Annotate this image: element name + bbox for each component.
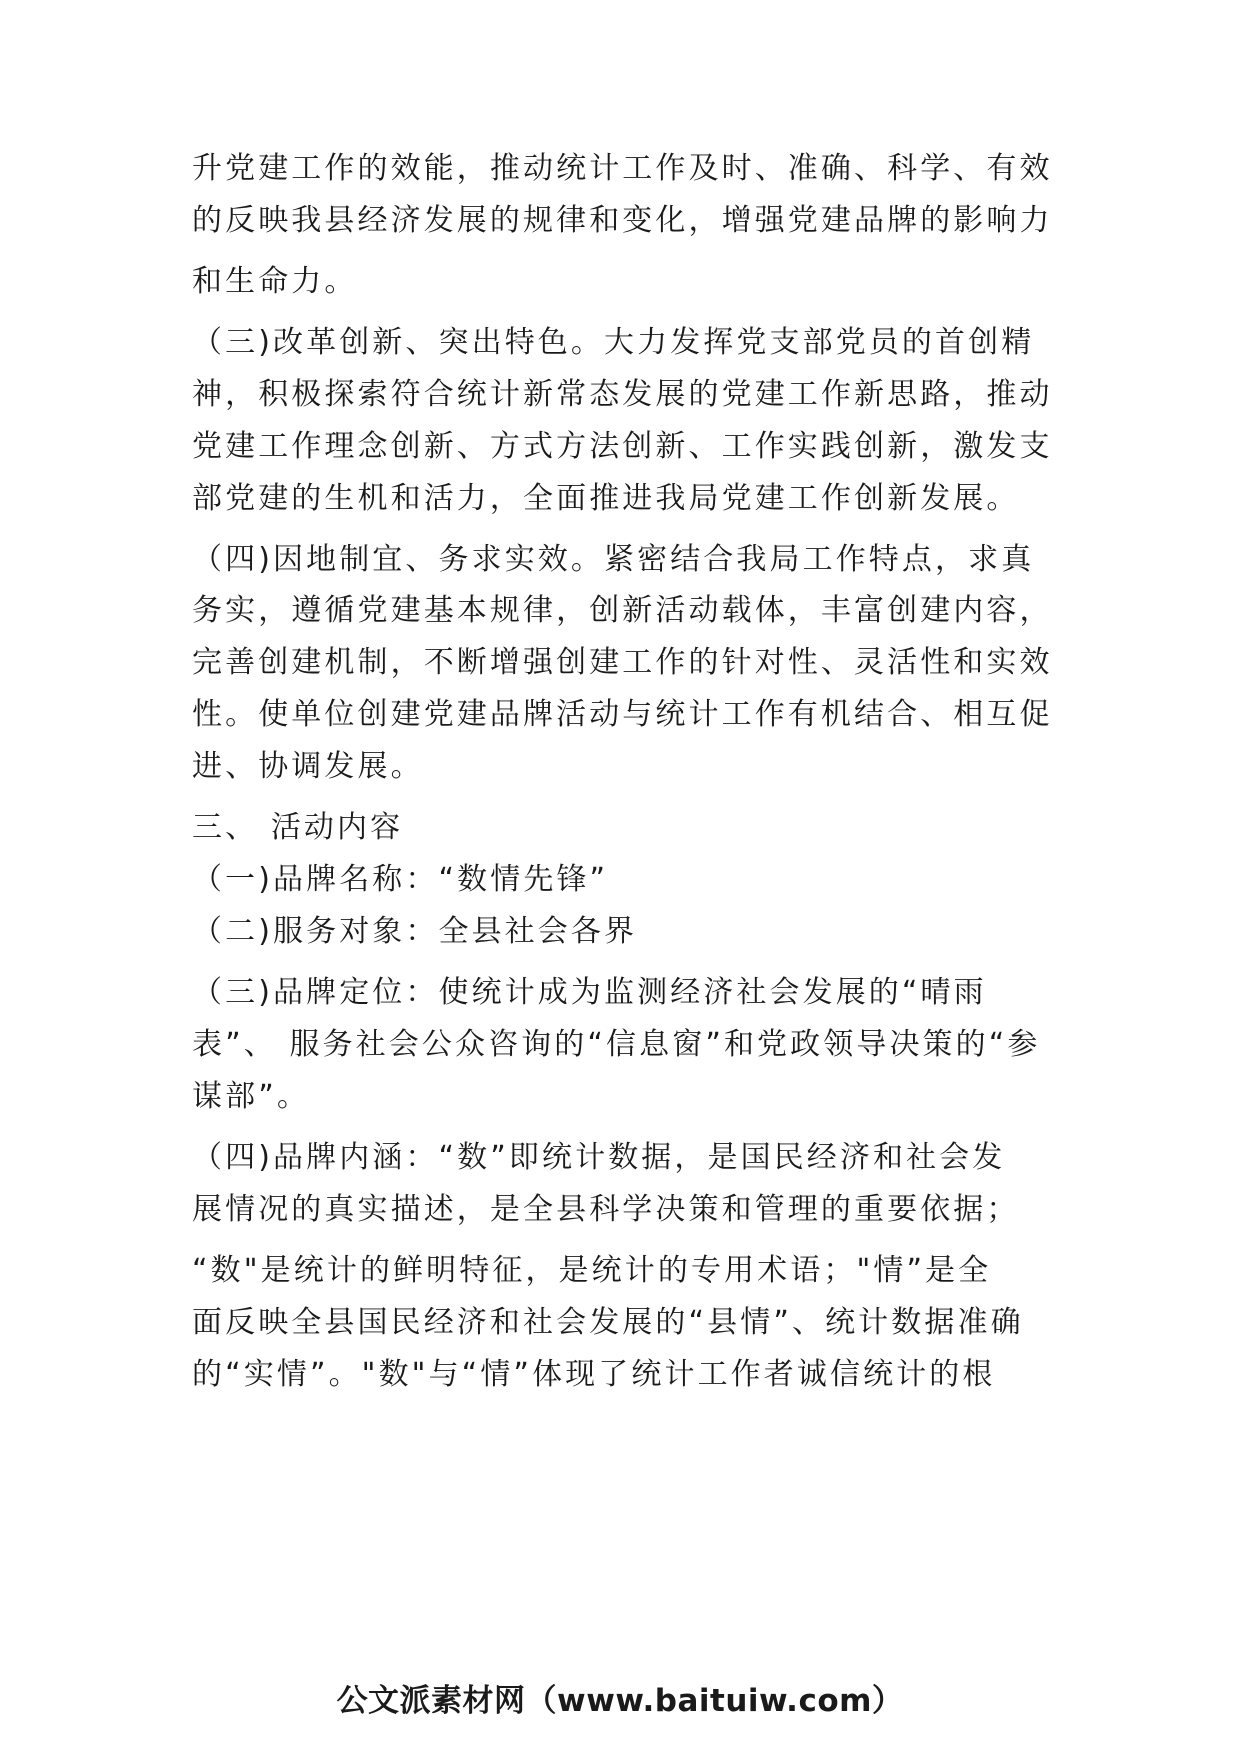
section-heading: 三、 活动内容 — [192, 810, 404, 845]
text-line: （三)改革创新、突出特色。大力发挥党支部党员的首创精 — [192, 325, 1035, 360]
text-line: （四)因地制宜、务求实效。紧密结合我局工作特点，求真 — [192, 542, 1035, 577]
text-line: （一)品牌名称：“数情先锋” — [192, 862, 609, 897]
text-line: 展情况的真实描述，是全县科学决策和管理的重要依据； — [192, 1192, 1020, 1227]
text-line: （四)品牌内涵：“数”即统计数据，是国民经济和社会发 — [192, 1140, 1006, 1175]
text-line: 升党建工作的效能，推动统计工作及时、准确、科学、有效 — [192, 151, 1053, 186]
text-line: 党建工作理念创新、方式方法创新、工作实践创新，激发支 — [192, 429, 1053, 464]
text-line: 和生命力。 — [192, 264, 358, 299]
footer-watermark: 公文派素材网（www.baituiw.com） — [336, 1683, 904, 1719]
text-line: 的反映我县经济发展的规律和变化，增强党建品牌的影响力 — [192, 203, 1053, 238]
text-line: 的“实情”。"数"与“情”体现了统计工作者诚信统计的根 — [192, 1357, 996, 1392]
text-line: 完善创建机制，不断增强创建工作的针对性、灵活性和实效 — [192, 645, 1053, 680]
text-line: 性。使单位创建党建品牌活动与统计工作有机结合、相互促 — [192, 697, 1053, 732]
text-line: 谋部”。 — [192, 1079, 310, 1114]
text-line: 务实，遵循党建基本规律，创新活动载体，丰富创建内容， — [192, 593, 1053, 628]
text-line: （二)服务对象：全县社会各界 — [192, 914, 638, 949]
text-line: 神，积极探索符合统计新常态发展的党建工作新思路，推动 — [192, 377, 1053, 412]
text-line: “数"是统计的鲜明特征，是统计的专用术语；"情”是全 — [192, 1253, 992, 1288]
text-line: 表”、 服务社会公众咨询的“信息窗”和党政领导决策的“参 — [192, 1027, 1041, 1062]
text-line: 面反映全县国民经济和社会发展的“县情”、统计数据准确 — [192, 1305, 1024, 1340]
text-line: 部党建的生机和活力，全面推进我局党建工作创新发展。 — [192, 481, 1020, 516]
text-line: 进、协调发展。 — [192, 749, 424, 784]
text-line: （三)品牌定位：使统计成为监测经济社会发展的“晴雨 — [192, 975, 987, 1010]
